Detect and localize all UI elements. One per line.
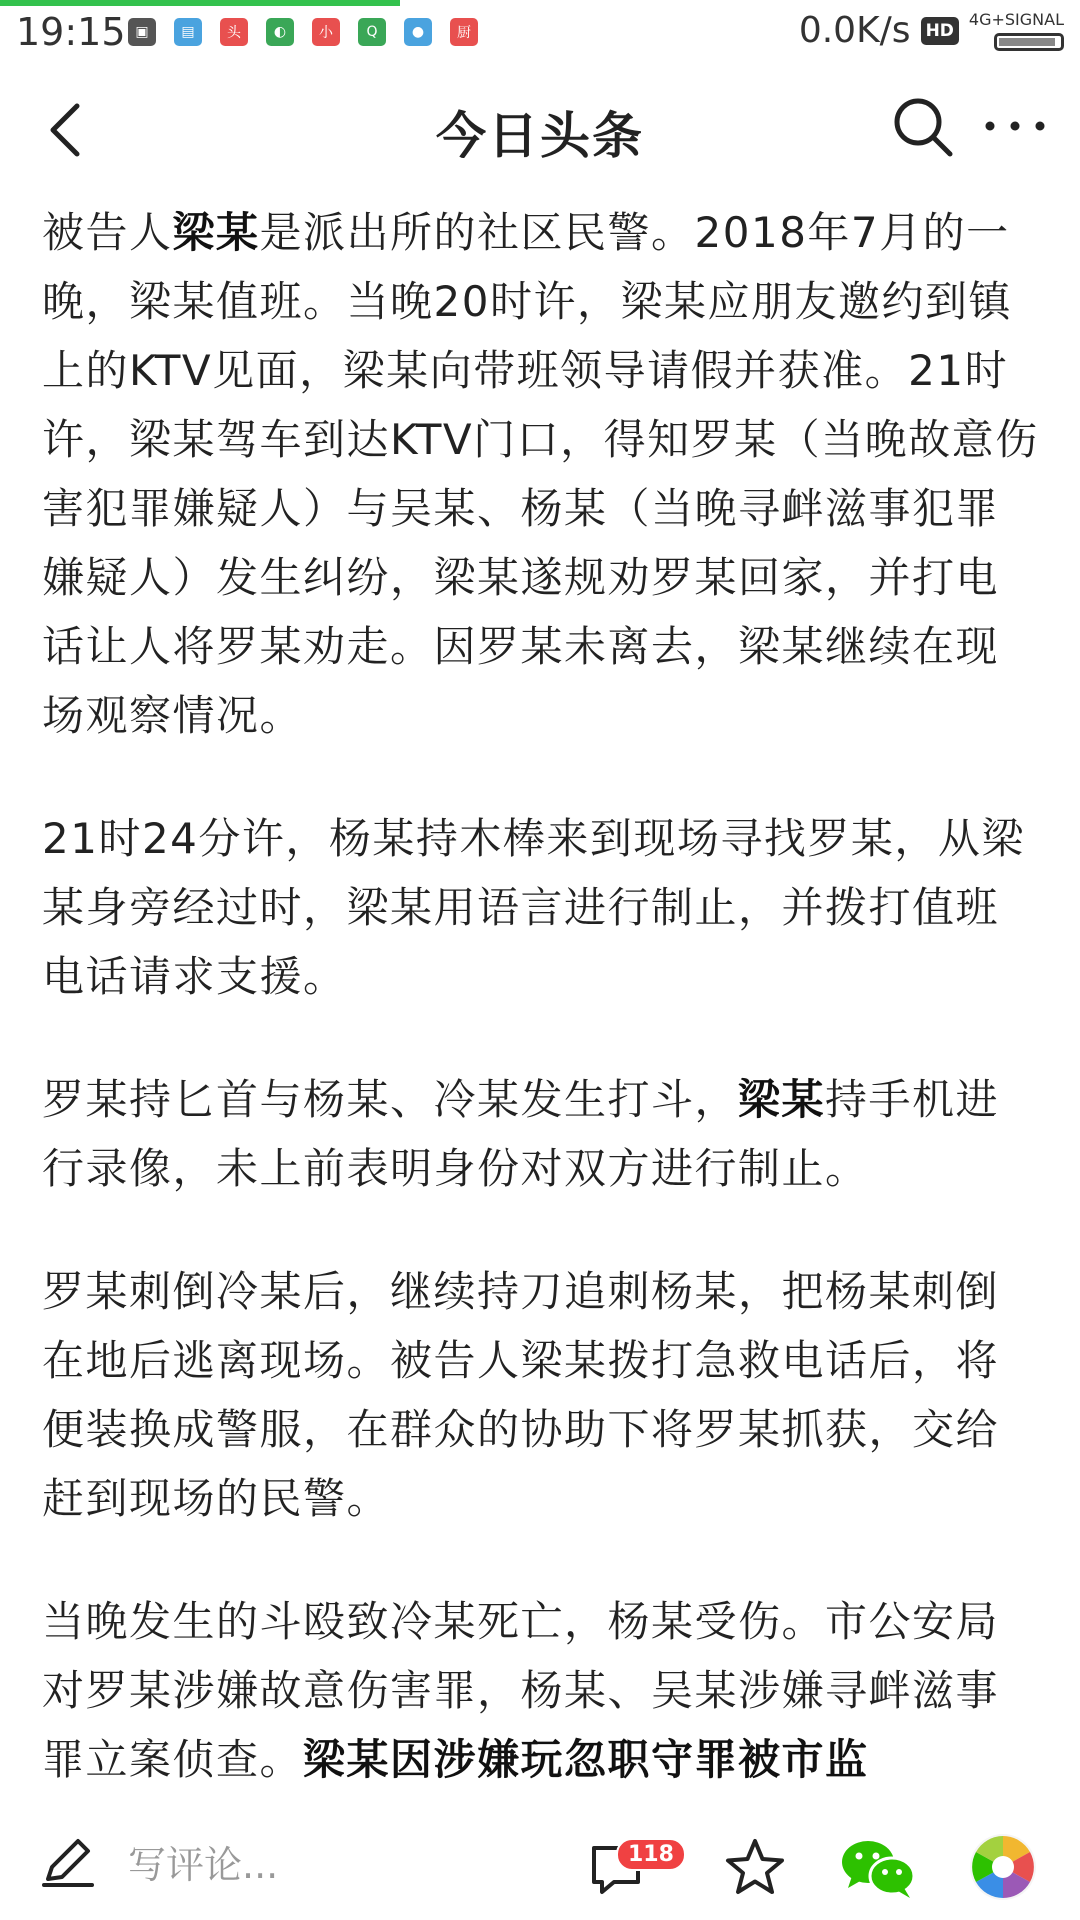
app-notification-icon: ● (404, 18, 432, 46)
article-paragraph (42, 1257, 1042, 1533)
text-segment: 21时24分许，杨某持木棒来到现场寻找罗某，从梁某身旁经过时，梁某用语言进行制止，并拨打值班电话请求支援。 (42, 814, 1025, 1001)
bold-text-segment: 梁某 (738, 1075, 826, 1124)
bold-text-segment: 梁某因涉嫌玩忽职守罪被市监 (303, 1735, 869, 1784)
app-notification-icon: ◐ (266, 18, 294, 46)
article-paragraph (42, 1587, 1042, 1794)
article-paragraph (42, 1065, 1042, 1203)
status-right (799, 10, 1064, 51)
battery-icon (994, 33, 1064, 51)
comment-placeholder: 写评论... (128, 1843, 279, 1887)
app-notification-icon: 小 (312, 18, 340, 46)
comment-input[interactable] (40, 1834, 278, 1889)
signal-label: 4G+SIGNAL (968, 9, 1064, 29)
comment-count-badge: 118 (616, 1838, 686, 1871)
text-segment: 罗某持匕首与杨某、冷某发生打斗， (42, 1075, 739, 1124)
search-button[interactable] (890, 94, 956, 160)
article-body (42, 198, 1042, 1798)
scrolled-author-line (60, 178, 820, 192)
signal-indicator (969, 11, 1064, 51)
network-speed: 0.0K/s (798, 10, 911, 51)
wechat-icon (840, 1836, 916, 1900)
page-title: 今日头条 (436, 107, 644, 165)
text-segment: 是派出所的社区民警。2018年7月的一晚，梁某值班。当晚20时许，梁某应朋友邀约到镇上的KTV见面，梁某向带班领导请假并获准。21时许，梁某驾车到达KTV门口，得知罗某（当晚故意伤害犯罪嫌疑人）与吴某、杨某（当晚寻衅滋事犯罪嫌疑人）发生纠纷，梁某遂规劝罗某回家，并打电话让人将罗某劝走。因罗某未离去，梁某继续在现场观察情况。 (42, 208, 1039, 740)
hd-badge: HD (921, 17, 959, 45)
moments-icon (968, 1832, 1038, 1902)
bold-text-segment: 梁某 (172, 208, 260, 257)
app-notification-icon: Q (358, 18, 386, 46)
text-segment: 当晚发生的斗殴致冷某死亡，杨某受伤。市公安局对罗某涉嫌故意伤害罪，杨某、吴某涉嫌寻衅滋事罪立案侦查。 (42, 1597, 1000, 1784)
more-button[interactable] (980, 96, 1050, 156)
star-icon (724, 1836, 786, 1898)
more-icon (980, 96, 1050, 156)
app-header (0, 66, 1080, 190)
favorite-button[interactable] (724, 1836, 786, 1898)
pen-icon (40, 1835, 94, 1889)
status-bar (0, 0, 1080, 66)
app-notification-icon: ▤ (174, 18, 202, 46)
search-icon (890, 94, 956, 160)
article-paragraph (42, 198, 1042, 750)
app-notification-icon: ▣ (128, 18, 156, 46)
share-moments-button[interactable] (968, 1832, 1038, 1902)
text-segment: 持手机进行录像，未上前表明身份对双方进行制止。 (42, 1075, 1000, 1193)
notification-icons (128, 18, 478, 46)
share-wechat-button[interactable] (840, 1836, 916, 1900)
bottom-action-bar (0, 1810, 1080, 1920)
toutiao-icon: 头 (220, 18, 248, 46)
app-notification-icon: 厨 (450, 18, 478, 46)
page-load-progress (0, 0, 400, 6)
text-segment: 罗某刺倒冷某后，继续持刀追刺杨某，把杨某刺倒在地后逃离现场。被告人梁某拨打急救电话后，将便装换成警服，在群众的协助下将罗某抓获，交给赶到现场的民警。 (42, 1267, 1000, 1523)
status-time: 19:15 (16, 10, 126, 54)
article-paragraph (42, 804, 1042, 1011)
text-segment: 被告人 (42, 208, 173, 257)
